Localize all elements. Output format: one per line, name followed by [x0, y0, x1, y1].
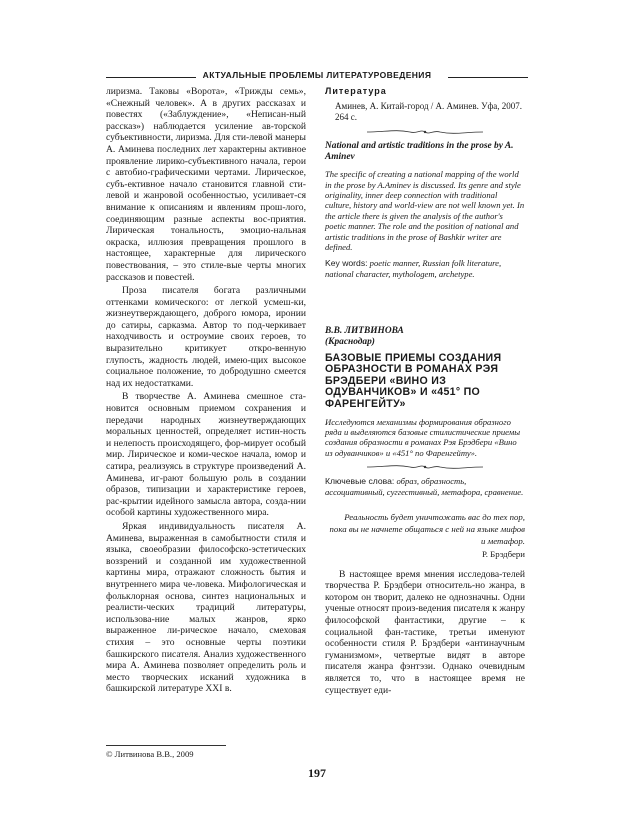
russian-abstract: Исследуются механизмы формирования образного ряда и выделяются базовые стилистические приемы создания образности в романах Рэя Брэдбери «Вино из одуванчиков» и «451° по Фаренгейту».: [325, 416, 521, 458]
left-paragraph-4: Яркая индивидуальность писателя А. Аминева, выраженная в самобытности стиля и языка, своеобразии философско-эстетических воззрений и созданной им художественной картины мира, отражают сложность бытия и внутреннего мира че-ловека. Мифологическая и фольклорная основа, синтез национальных и реалисти-ческих традиций литературы, использова-ние малых жанров, ярко выраженное ли-рическое начало, смеховая стихия – это основные черты поэтики башкирского писателя. Анализ художественного мира А. Аминева позволяет определить роль и место творческих исканий художника в башкирской литературе XXI в.: [106, 520, 306, 695]
epigraph: Реальность будет уничтожать вас до тех пор, пока вы не начнете общаться с ней на языке мифов и метафор.: [329, 512, 525, 547]
english-keywords-label: Key words:: [325, 258, 368, 269]
footnote-rule: [106, 745, 226, 746]
english-abstract: The specific of creating a national mapping of the world in the prose by A.Aminev is discussed. Its genre and style originality, inner deep connection with traditional culture, history and world-view are not well known yet. In the article there is given the analysis of the author's poetic manner. The role and the position of national and artistic traditions in the prose of Bashkir writer are defined.: [325, 169, 525, 253]
left-paragraph-1: лиризма. Таковы «Ворота», «Трижды семь», «Снежный человек». А в других рассказах и повестях («Заблуждение», «Непиcан-ный рассказ») наблюдается усиление ав-торской субъективности, лиризма. Для сти-левой манеры А. Аминева последних лет характерны активное проявление лирико-субъективного начала, герои с автобио-графическими чертами. Лирическое, субъ-ективное начало становится главной сти-левой и жанровой особенностью, усиливает-ся внимание к описаниям и явлениям прош-лого, соединяющим разные аспекты вос-приятия. Лирическая тональность, эмоцио-нальная окраска, иллюзия превращения прошлого в настоящее, характерные для лирического повествования, – это стиле-вые черты многих рассказов и повестей.: [106, 86, 306, 283]
author-name: В.В. ЛИТВИНОВА: [325, 325, 404, 336]
russian-keywords: [325, 476, 525, 497]
article-body: В настоящее время мнения исследова-телей творчества Р. Брэдбери относитель-но жанра, в котором он творит, далеко не однозначны. Одни ученые относят произ-ведения писателя к жанру философской фантастики, другие – к социальной фан-тастике, третьи именуют особенности стиля Р. Брэдбери «антинаучным гуманизмом», четвертые видят в авторе писателя жанра фэнтэзи. Однако очевидным является то, что в настоящее время не существует еди-: [325, 568, 525, 696]
copyright-notice: © Литвинова В.В., 2009: [106, 749, 194, 759]
flourish-ornament-icon: [365, 462, 485, 472]
left-paragraph-3: В творчестве А. Аминева смешное ста-новится основным приемом сохранения и передачи народных жизнеутверждающих моральных ценностей, определяет истин-ность и нелепость происходящего, фор-мирует особый мир. Лирическое и коми-ческое начала, юмор и сатира, реализуясь в структуре произведений А. Аминева, иг-рают большую роль в создании образов, типизации и характеристике героев, рас-крытии идейного замысла автора, созда-нии особой картины художественного мира.: [106, 391, 306, 519]
literature-heading: Литература: [325, 86, 387, 96]
reference-entry: Аминев, А. Китай-город / А. Аминев. Уфа, 2007. 264 с.: [335, 101, 523, 123]
english-keywords: [325, 258, 525, 279]
running-header: [0, 70, 634, 80]
author-city: (Краснодар): [325, 336, 375, 347]
russian-keywords-label: Ключевые слова:: [325, 476, 395, 487]
russian-keywords-value: образ, образность, ассоциативный, суггестивный, метафора, сравнение.: [325, 476, 524, 497]
left-paragraph-2: Проза писателя богата различными оттенками комического: от легкой усмеш-ки, жизнеутверждающего, доброго юмора, иронии до сатиры, сарказма. Автор то под-черкивает находчивость и остроумие своих героев, то выразительно критикует откро-венную глупость, жадность людей, имею-щих высокое социальное положение, то добродушно смеется над их недостатками.: [106, 285, 306, 389]
page-number: 197: [308, 766, 326, 780]
flourish-ornament-icon: [365, 127, 485, 137]
article-title: БАЗОВЫЕ ПРИЕМЫ СОЗДАНИЯ ОБРАЗНОСТИ В РОМАНАХ РЭЯ БРЭДБЕРИ «ВИНО ИЗ ОДУВАНЧИКОВ» И «451° ПО ФАРЕНГЕЙТУ»: [325, 351, 502, 411]
epigraph-author: Р. Брэдбери: [481, 549, 525, 560]
english-keywords-value: poetic manner, Russian folk literature, national character, mythologem, archetype.: [325, 258, 502, 280]
right-column: [325, 86, 525, 696]
english-title: National and artistic traditions in the prose by A. Aminev: [325, 141, 514, 163]
left-column: [106, 86, 306, 695]
running-header-text: АКТУАЛЬНЫЕ ПРОБЛЕМЫ ЛИТЕРАТУРОВЕДЕНИЯ: [197, 70, 438, 80]
